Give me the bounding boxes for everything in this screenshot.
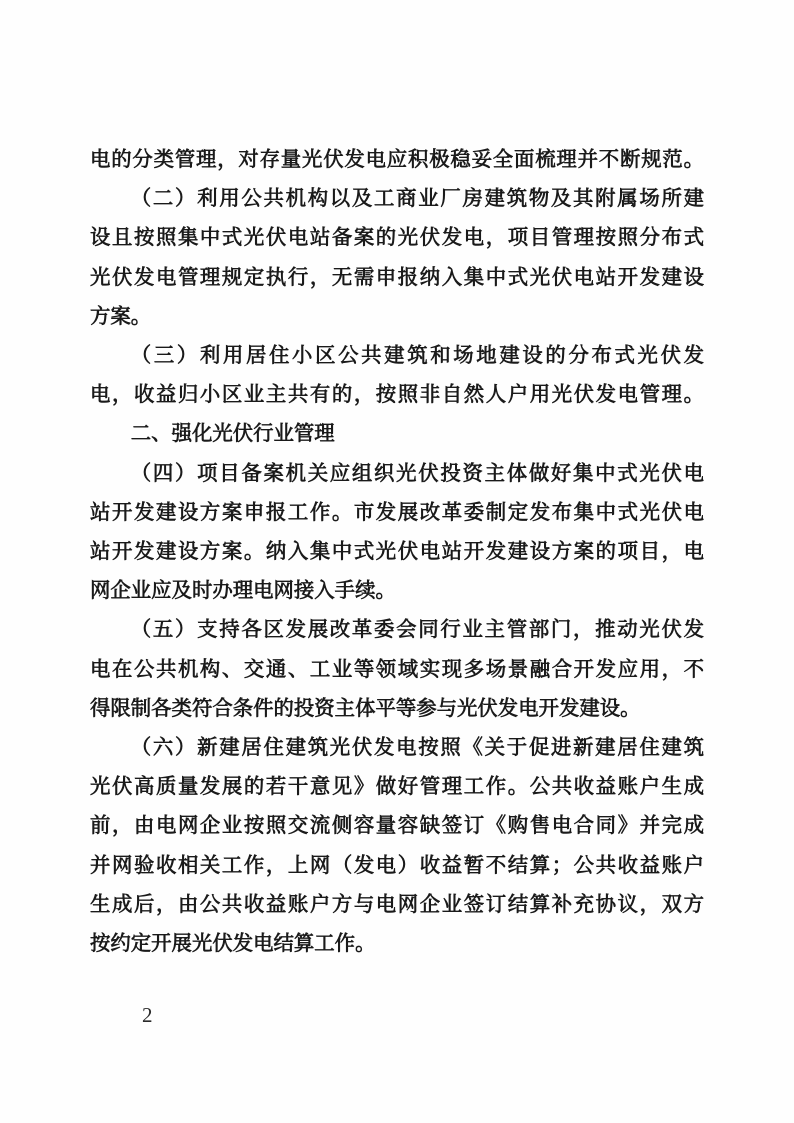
text-line: 并网验收相关工作，上网（发电）收益暂不结算；公共收益账户 [90,854,704,877]
text-line: 光伏发电管理规定执行，无需申报纳入集中式光伏电站开发建设 [90,266,704,289]
text-line: 前，由电网企业按照交流侧容量容缺签订《购售电合同》并完成 [90,815,704,838]
text-block [90,141,704,964]
text-line: 网企业应及时办理电网接入手续。 [90,580,396,603]
paragraph-item-five [90,611,704,729]
paragraph-item-four [90,455,704,612]
text-line: 生成后，由公共收益账户方与电网企业签订结算补充协议，双方 [90,893,704,916]
page-number: 2 [142,1003,153,1027]
text-line: 光伏高质量发展的若干意见》做好管理工作。公共收益账户生成 [90,776,704,799]
text-line: （三）利用居住小区公共建筑和场地建设的分布式光伏发 [130,345,704,368]
text-line: 电，收益归小区业主共有的，按照非自然人户用光伏发电管理。 [90,384,704,407]
text-line: 站开发建设方案。纳入集中式光伏电站开发建设方案的项目，电 [90,541,704,564]
paragraph-item-six [90,729,704,964]
text-line: （二）利用公共机构以及工商业厂房建筑物及其附属场所建 [130,188,704,211]
paragraph-item-two [90,180,704,337]
text-line: 电在公共机构、交通、工业等领域实现多场景融合开发应用，不 [90,658,704,681]
section-heading [90,415,704,454]
paragraph-continuation [90,141,704,180]
text-line: （四）项目备案机关应组织光伏投资主体做好集中式光伏电 [130,462,704,485]
text-line: 按约定开展光伏发电结算工作。 [90,933,376,956]
text-line: 方案。 [90,305,152,328]
paragraph-item-three [90,337,704,415]
text-line: 得限制各类符合条件的投资主体平等参与光伏发电开发建设。 [90,697,641,720]
text-line: 电的分类管理，对存量光伏发电应积极稳妥全面梳理并不断规范。 [90,149,704,171]
text-line: 站开发建设方案申报工作。市发展改革委制定发布集中式光伏电 [90,501,704,524]
text-line: （五）支持各区发展改革委会同行业主管部门，推动光伏发 [130,619,704,642]
text-line: 设且按照集中式光伏电站备案的光伏发电，项目管理按照分布式 [90,227,704,250]
text-line: （六）新建居住建筑光伏发电按照《关于促进新建居住建筑 [130,737,704,760]
section-heading-text: 二、强化光伏行业管理 [130,423,335,446]
